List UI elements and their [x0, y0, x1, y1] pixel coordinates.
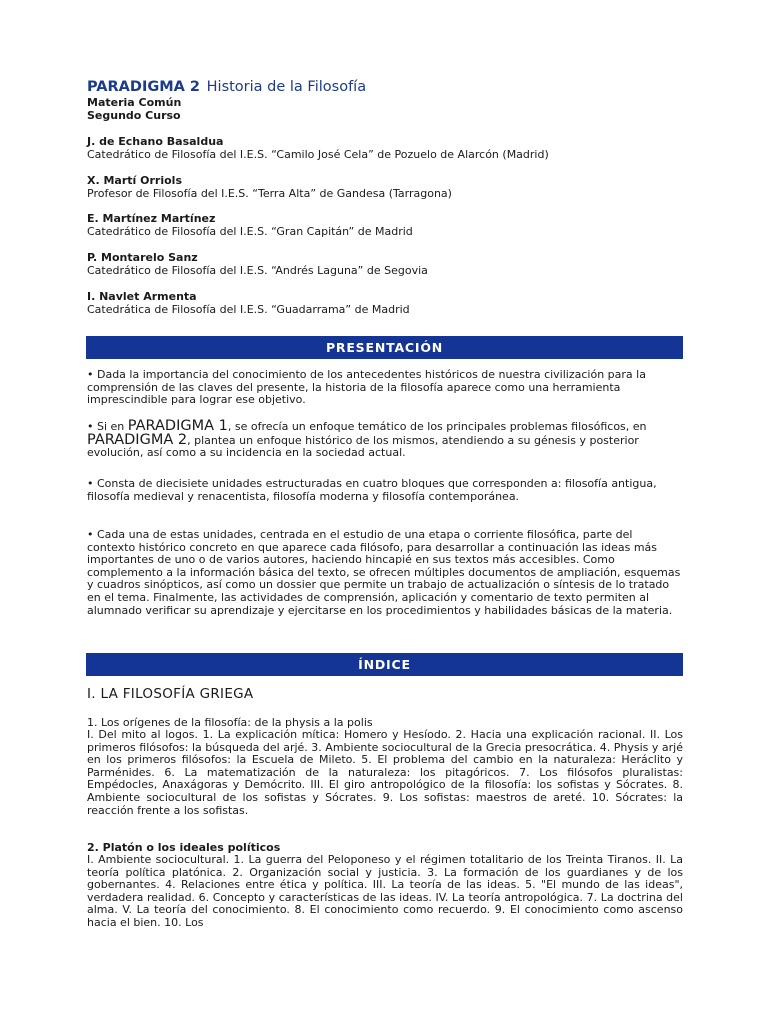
unit-title: 1. Los orígenes de la filosofía: de la physis a la polis — [87, 716, 373, 729]
document-title — [87, 79, 366, 95]
author-position: Catedrático de Filosofía del I.E.S. “Andrés Laguna” de Segovia — [87, 264, 428, 277]
author-position: Profesor de Filosofía del I.E.S. “Terra Alta” de Gandesa (Tarragona) — [87, 187, 452, 200]
presentacion-paragraph-2: • Si en PARADIGMA 1, se ofrecía un enfoque temático de los principales problemas filosóficos, en PARADIGMA 2, plantea un enfoque histórico de los mismos, atendiendo a su génesis y posterior evolución, así como a su incidencia en la sociedad actual. — [87, 418, 647, 460]
author-name: J. de Echano Basaldua — [87, 135, 224, 148]
author-name: X. Martí Orriols — [87, 174, 182, 187]
paradigma-1-ref: PARADIGMA 1 — [127, 418, 228, 434]
author-name: P. Montarelo Sanz — [87, 251, 198, 264]
subject-type: Materia Común — [87, 96, 182, 109]
brand-title: PARADIGMA 2 — [87, 79, 201, 95]
author-name: E. Martínez Martínez — [87, 212, 216, 225]
section-title: I. LA FILOSOFÍA GRIEGA — [87, 686, 254, 702]
subject-title: Historia de la Filosofía — [206, 79, 367, 95]
presentacion-paragraph-1: • Dada la importancia del conocimiento de los antecedentes históricos de nuestra civilización para la comprensión de las claves del presente, la historia de la filosofía aparece como una herramienta imprescindible para lograr ese objetivo. — [87, 368, 646, 407]
unit-contents: I. Ambiente sociocultural. 1. La guerra del Peloponeso y el régimen totalitario de los Treinta Tiranos. II. La teoría política platónica. 2. Organización social y justicia. 3. La formación de los guardianes y de los gobernantes. 4. Relaciones entre ética y política. III. La teoría de las ideas. 5. "El mundo de las ideas", verdadera realidad. 6. Concepto y características de las ideas. IV. La teoría antropológica. 7. La doctrina del alma. V. La teoría del conocimiento. 8. El conocimiento como recuerdo. 9. El conocimiento como ascenso hacia el bien. 10. Los — [87, 853, 683, 929]
indice-banner: ÍNDICE — [86, 653, 683, 676]
presentacion-banner: PRESENTACIÓN — [86, 336, 683, 359]
presentacion-paragraph-3: • Consta de diecisiete unidades estructuradas en cuatro bloques que corresponden a: filosofía antigua, filosofía medieval y renacentista, filosofía moderna y filosofía contemporánea. — [87, 477, 657, 503]
author-name: I. Navlet Armenta — [87, 290, 197, 303]
unit-title: 2. Platón o los ideales políticos — [87, 841, 281, 854]
presentacion-paragraph-4: • Cada una de estas unidades, centrada en el estudio de una etapa o corriente filosófica, parte del contexto histórico concreto en que aparece cada filósofo, para desarrollar a continuación las ideas más importantes de uno o de varios autores, haciendo hincapié en sus textos más accesibles. Como complemento a la información básica del texto, se ofrecen múltiples documentos de ampliación, esquemas y cuadros sinópticos, así como un dossier que permite un trabajo de actualización o síntesis de lo tratado en el tema. Finalmente, las actividades de comprensión, aplicación y comentario de texto permiten al alumnado verificar su aprendizaje y ejercitarse en los procedimientos y habilidades básicas de la materia. — [87, 528, 681, 617]
paradigma-2-ref: PARADIGMA 2 — [87, 431, 188, 448]
unit-contents: I. Del mito al logos. 1. La explicación mítica: Homero y Hesíodo. 2. Hacia una explicación racional. II. Los primeros filósofos: la búsqueda del arjé. 3. Ambiente sociocultural de la Grecia presocrática. 4. Physis y arjé en los primeros filósofos: la Escuela de Mileto. 5. El problema del cambio en la naturaleza: Heráclito y Parménides. 6. La matematización de la naturaleza: los pitagóricos. 7. Los filósofos pluralistas: Empédocles, Anaxágoras y Demócrito. III. El giro antropológico de la filosofía: los sofistas y Sócrates. 8. Ambiente sociocultural de los sofistas y Sócrates. 9. Los sofistas: maestros de areté. 10. Sócrates: la reacción frente a los sofistas. — [87, 728, 683, 817]
author-position: Catedrática de Filosofía del I.E.S. “Guadarrama” de Madrid — [87, 303, 410, 316]
course-level: Segundo Curso — [87, 109, 181, 122]
author-position: Catedrático de Filosofía del I.E.S. “Gran Capitán” de Madrid — [87, 225, 413, 238]
author-position: Catedrático de Filosofía del I.E.S. “Camilo José Cela” de Pozuelo de Alarcón (Madrid) — [87, 148, 549, 161]
